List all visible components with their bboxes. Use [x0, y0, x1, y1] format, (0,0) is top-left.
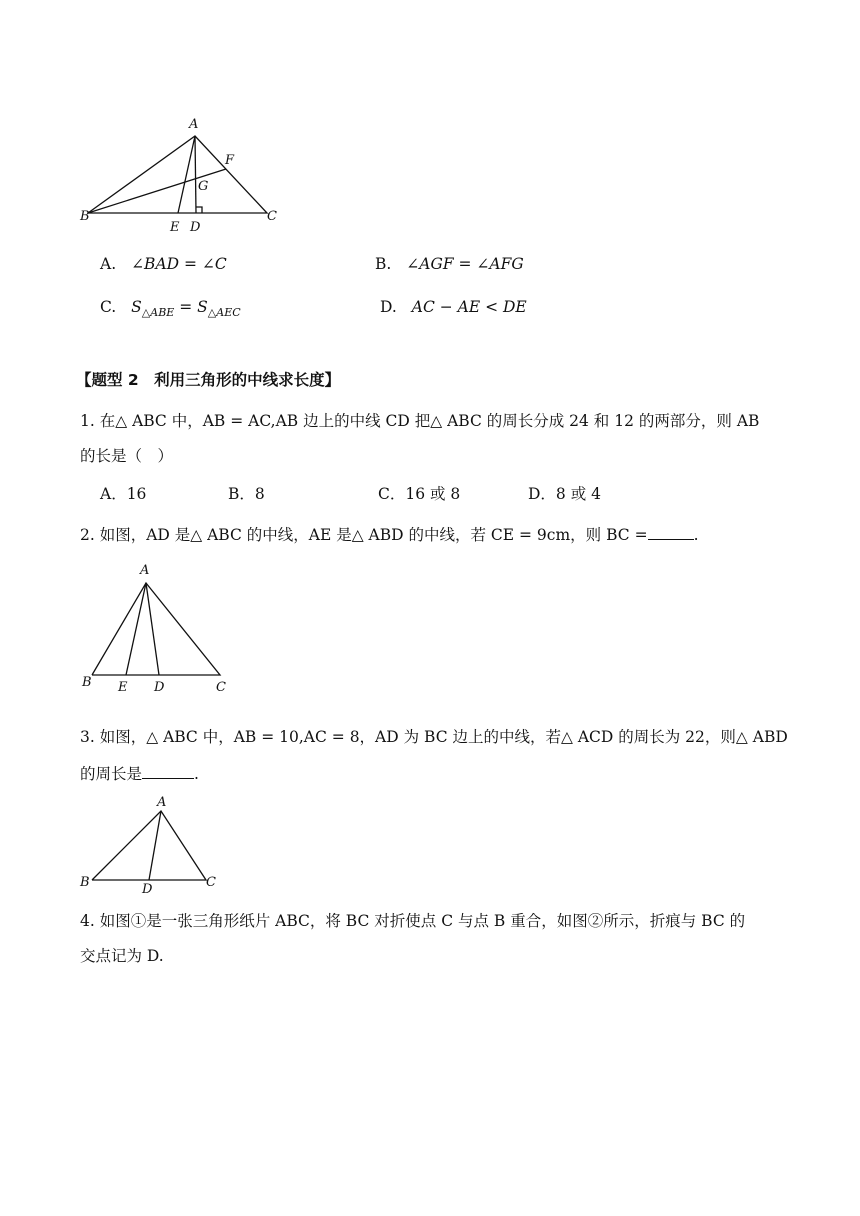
q1-option-d: D．8 或 4	[528, 485, 602, 503]
q2-text	[80, 525, 699, 545]
label-c: C	[206, 875, 216, 890]
q1-line2: 的长是（ ）	[80, 447, 174, 465]
label-c: C	[216, 680, 226, 695]
label-d: D	[154, 680, 165, 695]
label-b: B	[80, 209, 90, 224]
choice-c-sub1: △ABE	[141, 306, 175, 320]
q2-tail: .	[693, 526, 699, 544]
choice-c-sub2: △AEC	[207, 306, 241, 320]
label-c: C	[267, 209, 277, 224]
q4-line1: 4. 如图①是一张三角形纸片 ABC，将 BC 对折使点 C 与点 B 重合，如图②所示，折痕与 BC 的	[80, 912, 746, 930]
choice-c	[100, 297, 241, 323]
triangle-abc	[92, 811, 206, 880]
figure-3-triangle	[78, 794, 228, 894]
choice-a-text: ∠BAD = ∠C	[131, 255, 227, 273]
choice-b	[375, 254, 524, 274]
q3-line1: 3. 如图，△ ABC 中，AB = 10,AC = 8，AD 为 BC 边上的中线，若△ ACD 的周长为 22，则△ ABD	[80, 728, 788, 746]
q1-line1: 1. 在△ ABC 中，AB = AC,AB 边上的中线 CD 把△ ABC 的周长分成 24 和 12 的两部分，则 AB	[80, 412, 760, 430]
q4-line2: 交点记为 D.	[80, 947, 164, 965]
choice-d-label: D.	[380, 298, 397, 316]
label-e: E	[118, 680, 128, 695]
choice-b-label: B.	[375, 255, 392, 273]
label-g: G	[198, 179, 209, 194]
label-b: B	[82, 675, 92, 690]
median-ae	[126, 583, 146, 675]
q3-line2	[80, 764, 199, 784]
q1-option-c: C．16 或 8	[378, 485, 461, 503]
section-title: 【题型 2 利用三角形的中线求长度】	[76, 371, 341, 389]
choice-c-eq: =	[174, 298, 198, 316]
label-a: A	[140, 563, 150, 578]
choice-b-text: ∠AGF = ∠AFG	[406, 255, 524, 273]
choice-a	[100, 254, 227, 274]
label-f: F	[225, 153, 235, 168]
label-d: D	[190, 220, 201, 235]
figure-2-triangle	[78, 562, 248, 697]
choice-a-label: A.	[100, 255, 117, 273]
q1-option-b: B．8	[228, 485, 265, 503]
label-d: D	[142, 882, 153, 894]
label-a: A	[189, 117, 199, 132]
triangle-abc	[92, 583, 220, 675]
triangle-abc	[88, 136, 267, 213]
choice-d	[380, 297, 527, 317]
answer-blank[interactable]	[648, 525, 694, 540]
choice-c-s2: S	[197, 298, 208, 316]
label-e: E	[170, 220, 180, 235]
median-ae	[178, 136, 195, 213]
choice-c-s1: S	[131, 298, 142, 316]
choice-c-label: C.	[100, 298, 117, 316]
altitude-ad	[195, 136, 196, 213]
label-a: A	[157, 795, 167, 810]
q3-stem: 的周长是	[80, 765, 143, 783]
figure-1-triangle	[78, 112, 288, 237]
label-b: B	[80, 875, 90, 890]
choice-d-text: AC − AE < DE	[411, 298, 527, 316]
q1-option-a: A．16	[100, 485, 147, 503]
q2-stem: 2. 如图，AD 是△ ABC 的中线，AE 是△ ABD 的中线，若 CE = 9cm，则 BC =	[80, 526, 648, 544]
q3-tail: .	[194, 765, 199, 783]
right-angle-mark	[196, 207, 202, 213]
answer-blank[interactable]	[142, 764, 194, 779]
